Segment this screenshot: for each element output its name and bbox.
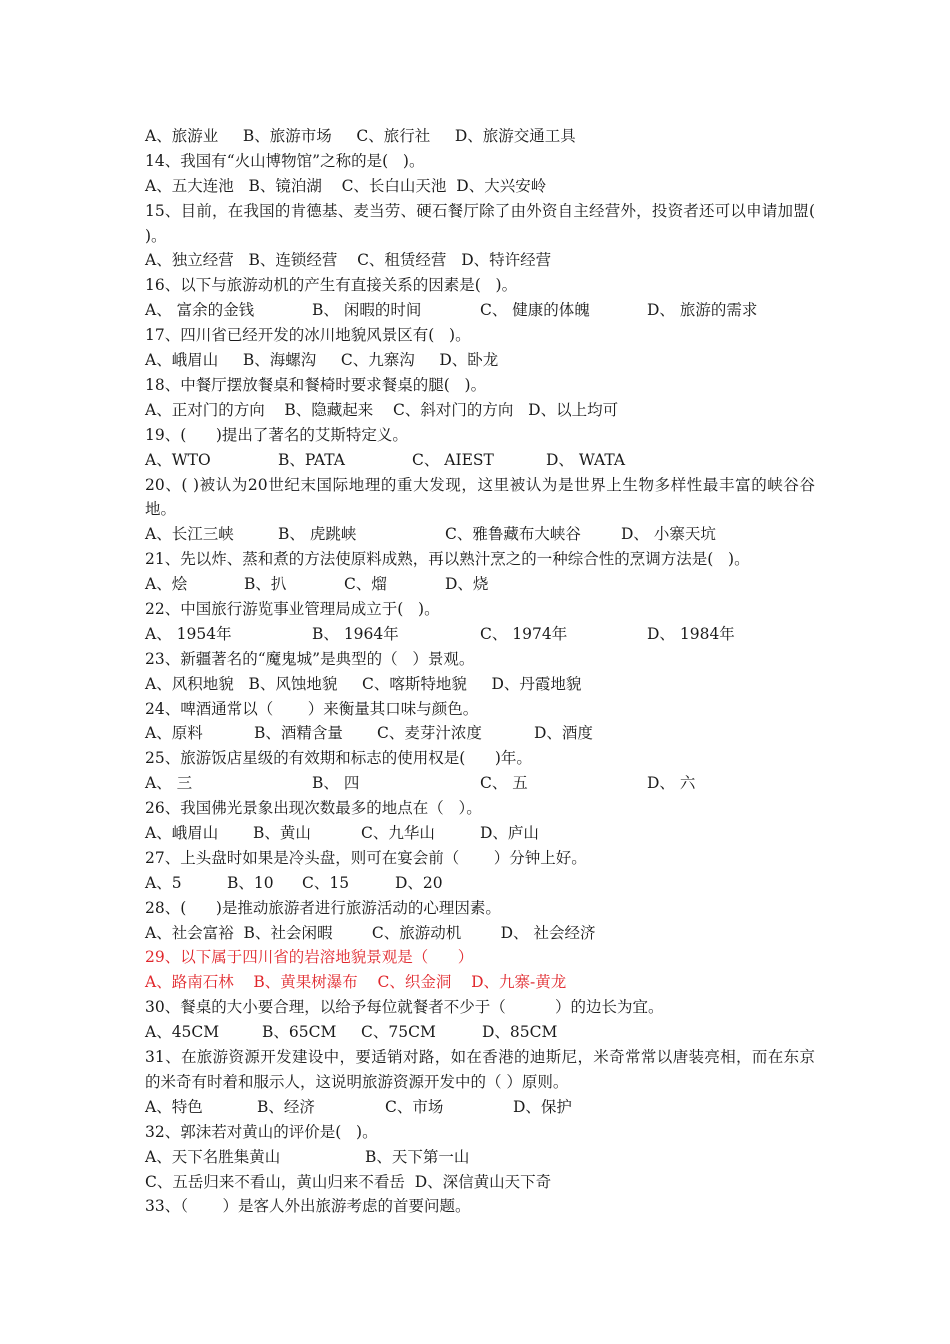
question-15: 15、目前，在我国的肯德基、麦当劳、硬石餐厅除了由外资自主经营外，投资者还可以申请加盟( )。 <box>145 201 815 245</box>
question-32: 32、郭沫若对黄山的评价是( )。 <box>145 1122 378 1141</box>
option-d: D、庐山 <box>480 824 539 842</box>
option-b: B、 1964年 <box>312 624 399 643</box>
option-d: D、85CM <box>482 1023 558 1042</box>
question-14: 14、我国有“火山博物馆”之称的是( )。 <box>145 151 425 170</box>
option-c: C、熘 <box>344 575 387 594</box>
option-b: B、经济 <box>257 1097 315 1116</box>
answer-options-18: A、正对门的方向 B、隐藏起来 C、斜对门的方向 D、以上均可 <box>145 400 619 419</box>
option-b: B、 闲暇的时间 <box>312 301 422 320</box>
option-c: C、 1974年 <box>480 624 568 643</box>
option-d: D、 1984年 <box>647 624 735 643</box>
question-23: 23、新疆著名的“魔鬼城”是典型的（ ）景观。 <box>145 649 475 668</box>
question-21: 21、先以炸、蒸和煮的方法使原料成熟，再以熟汁烹之的一种综合性的烹调方法是( )。 <box>145 550 750 569</box>
option-c: C、15 <box>302 873 350 892</box>
option-c: C、 五 <box>480 774 528 793</box>
question-29-highlighted: 29、以下属于四川省的岩溶地貌景观是（ ） <box>145 948 474 967</box>
answer-options-24 <box>145 721 815 746</box>
option-d: D、保护 <box>513 1097 572 1116</box>
question-28: 28、( )是推动旅游者进行旅游活动的心理因素。 <box>145 898 501 917</box>
option-a: A、45CM <box>145 1023 220 1042</box>
answer-options-22 <box>145 622 815 647</box>
answer-options-21 <box>145 572 815 597</box>
option-c: C、九华山 <box>361 824 435 842</box>
option-c: C、 AIEST <box>412 450 494 469</box>
option-a: A、 富余的金钱 <box>145 301 255 320</box>
option-b: B、PATA <box>278 450 345 469</box>
answer-options-29-highlighted: A、路南石林 B、黄果树瀑布 C、织金洞 D、九寨-黄龙 <box>145 973 567 992</box>
answer-options-32-row2: C、五岳归来不看山，黄山归来不看岳 D、深信黄山天下奇 <box>145 1172 552 1191</box>
question-24: 24、啤酒通常以（ ）来衡量其口味与颜色。 <box>145 699 479 718</box>
answer-options-26 <box>145 821 815 846</box>
option-a: A、烩 <box>145 575 188 594</box>
option-b: B、酒精含量 <box>254 724 343 743</box>
option-b: B、扒 <box>244 575 287 594</box>
answer-options-13: A、旅游业 B、旅游市场 C、旅行社 D、旅游交通工具 <box>145 127 576 145</box>
option-d: D、 WATA <box>546 450 626 469</box>
question-33: 33、（ ）是客人外出旅游考虑的首要问题。 <box>145 1197 471 1216</box>
option-d: D、烧 <box>445 575 489 594</box>
option-a: A、峨眉山 <box>145 824 219 842</box>
option-a: A、特色 <box>145 1097 203 1116</box>
option-a: A、长江三峡 <box>145 525 234 544</box>
option-b: B、10 <box>227 873 274 892</box>
answer-options-28: A、社会富裕 B、社会闲暇 C、旅游动机 D、 社会经济 <box>145 923 596 942</box>
option-b: B、 虎跳峡 <box>278 525 357 544</box>
answer-options-16 <box>145 298 815 323</box>
document-page <box>145 124 815 1219</box>
option-c: C、 健康的体魄 <box>480 301 590 320</box>
answer-options-30 <box>145 1020 815 1045</box>
answer-options-20 <box>145 522 815 547</box>
question-26: 26、我国佛光景象出现次数最多的地点在（ ）。 <box>145 799 482 818</box>
option-d: D、20 <box>395 873 443 892</box>
option-b: B、 四 <box>312 774 360 793</box>
option-c: C、75CM <box>361 1023 436 1042</box>
option-a: A、WTO <box>145 450 211 469</box>
option-a: A、5 <box>145 873 182 892</box>
question-18: 18、中餐厅摆放餐桌和餐椅时要求餐桌的腿( )。 <box>145 375 487 394</box>
question-16: 16、以下与旅游动机的产生有直接关系的因素是( )。 <box>145 276 518 295</box>
question-19: 19、( )提出了著名的艾斯特定义。 <box>145 425 408 444</box>
option-d: D、 小寨天坑 <box>621 525 716 544</box>
question-27: 27、上头盘时如果是冷头盘，则可在宴会前（ ）分钟上好。 <box>145 848 587 867</box>
answer-options-19 <box>145 448 815 473</box>
option-a: A、原料 <box>145 724 203 743</box>
question-17: 17、四川省已经开发的冰川地貌风景区有( )。 <box>145 326 471 345</box>
option-b: B、天下第一山 <box>365 1147 470 1166</box>
answer-options-27 <box>145 871 815 896</box>
option-a: A、 三 <box>145 774 193 793</box>
question-22: 22、中国旅行游览事业管理局成立于( )。 <box>145 599 440 618</box>
option-d: D、 旅游的需求 <box>647 301 758 320</box>
question-31: 31、在旅游资源开发建设中，要适销对路，如在香港的迪斯尼，米奇常常以唐装亮相，而在东京的米奇有时着和服示人，这说明旅游资源开发中的（ ）原则。 <box>145 1048 815 1091</box>
option-c: C、雅鲁藏布大峡谷 <box>445 525 581 544</box>
option-a: A、 1954年 <box>145 624 232 643</box>
question-30: 30、餐桌的大小要合理，以给予每位就餐者不少于（ ）的边长为宜。 <box>145 998 664 1017</box>
answer-options-31 <box>145 1095 815 1120</box>
answer-options-14: A、五大连池 B、镜泊湖 C、长白山天池 D、大兴安岭 <box>145 176 547 195</box>
question-25: 25、旅游饭店星级的有效期和标志的使用权是( )年。 <box>145 749 532 768</box>
answer-options-15: A、独立经营 B、连锁经营 C、租赁经营 D、特许经营 <box>145 251 552 270</box>
answer-options-32-row1 <box>145 1145 815 1170</box>
option-c: C、麦芽汁浓度 <box>377 724 482 743</box>
answer-options-25 <box>145 771 815 796</box>
option-c: C、市场 <box>385 1097 444 1116</box>
option-d: D、 六 <box>647 774 696 793</box>
question-20: 20、( )被认为20世纪末国际地理的重大发现，这里被认为是世界上生物多样性最丰富的峡谷谷地。 <box>145 475 815 519</box>
answer-options-23: A、风积地貌 B、风蚀地貌 C、喀斯特地貌 D、丹霞地貌 <box>145 674 582 693</box>
answer-options-17: A、峨眉山 B、海螺沟 C、九寨沟 D、卧龙 <box>145 351 499 370</box>
option-b: B、65CM <box>262 1023 337 1042</box>
option-a: A、天下名胜集黄山 <box>145 1147 281 1166</box>
option-d: D、酒度 <box>534 724 593 743</box>
option-b: B、黄山 <box>253 824 311 842</box>
